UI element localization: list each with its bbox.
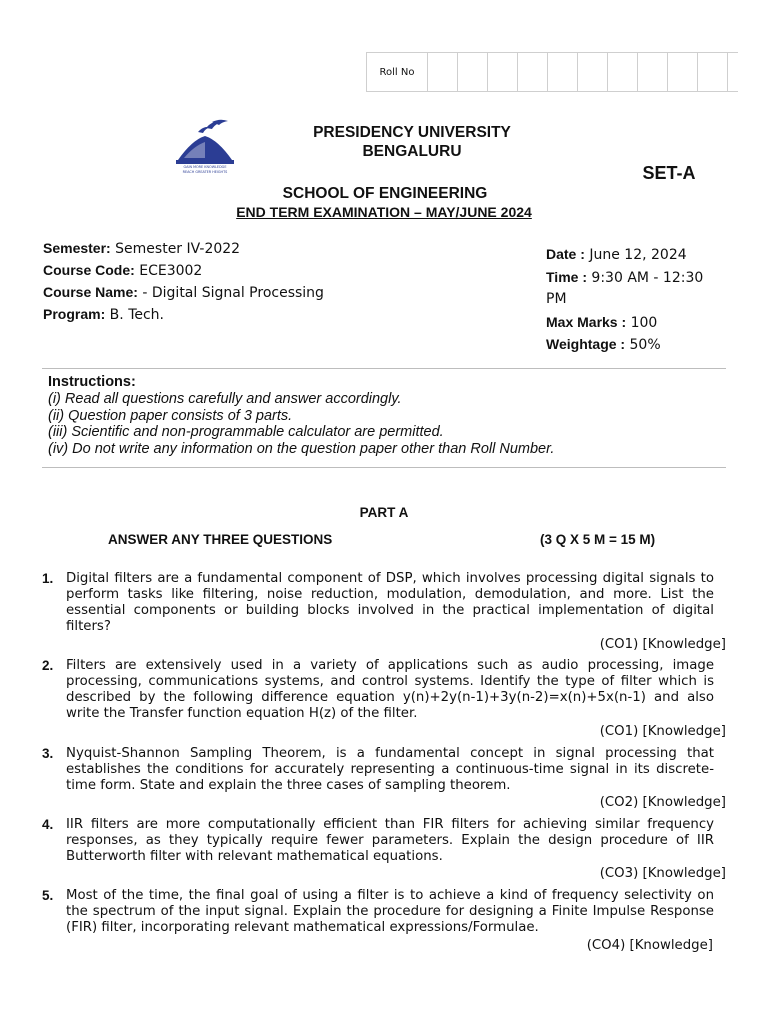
max-marks-line: Max Marks : 100 bbox=[546, 314, 658, 331]
instruction-item: (iii) Scientific and non-programmable calculator are permitted. bbox=[48, 424, 444, 441]
question-text: Digital filters are a fundamental component of DSP, which involves processing digital signals to perform tasks like filtering, noise reduction, modulation, demodulation, and more. List the essential components or building blocks involved in the practical implementation of digital filters? bbox=[66, 571, 714, 634]
question-4 bbox=[42, 817, 714, 865]
question-co: (CO3) [Knowledge] bbox=[599, 866, 726, 881]
time-line-continued: PM bbox=[546, 291, 567, 307]
date-line: Date : June 12, 2024 bbox=[546, 246, 687, 263]
university-city: BENGALURU bbox=[362, 143, 462, 160]
divider bbox=[42, 467, 726, 468]
question-number: 1. bbox=[42, 571, 54, 586]
question-co: (CO2) [Knowledge] bbox=[599, 795, 726, 810]
time-line: Time : 9:30 AM - 12:30 bbox=[546, 269, 704, 286]
question-co: (CO1) [Knowledge] bbox=[599, 637, 726, 652]
weightage-line: Weightage : 50% bbox=[546, 336, 661, 353]
school-name: SCHOOL OF ENGINEERING bbox=[282, 185, 488, 202]
question-5 bbox=[42, 888, 714, 936]
question-number: 5. bbox=[42, 888, 54, 903]
semester-line: Semester: Semester IV-2022 bbox=[43, 240, 241, 257]
instruction-item: (ii) Question paper consists of 3 parts. bbox=[48, 407, 293, 424]
roll-number-cell bbox=[577, 53, 607, 91]
exam-title: END TERM EXAMINATION – MAY/JUNE 2024 bbox=[236, 204, 532, 220]
question-number: 4. bbox=[42, 817, 54, 832]
roll-number-cell bbox=[697, 53, 727, 91]
divider bbox=[42, 368, 726, 369]
university-logo bbox=[172, 118, 238, 174]
course-name-line: Course Name: - Digital Signal Processing bbox=[43, 284, 324, 301]
question-number: 3. bbox=[42, 746, 54, 761]
part-title: PART A bbox=[359, 505, 409, 520]
instructions-title: Instructions: bbox=[48, 374, 136, 390]
question-set: SET-A bbox=[642, 163, 696, 183]
svg-text:GAIN MORE KNOWLEDGE: GAIN MORE KNOWLEDGE bbox=[183, 165, 227, 169]
roll-number-cell bbox=[427, 53, 457, 91]
roll-number-cell bbox=[607, 53, 637, 91]
part-marks: (3 Q X 5 M = 15 M) bbox=[540, 532, 656, 547]
question-1 bbox=[42, 571, 714, 635]
roll-number-cell bbox=[487, 53, 517, 91]
course-code-line: Course Code: ECE3002 bbox=[43, 262, 203, 279]
university-name: PRESIDENCY UNIVERSITY bbox=[313, 124, 511, 141]
question-text: Nyquist-Shannon Sampling Theorem, is a fundamental concept in signal processing that establishes the conditions for accurately representing a continuous-time signal in its discrete-time form. State and explain the three cases of sampling theorem. bbox=[66, 746, 714, 793]
exam-details bbox=[546, 244, 736, 356]
question-3 bbox=[42, 746, 714, 794]
instructions bbox=[48, 374, 554, 458]
roll-number-label: Roll No bbox=[366, 53, 427, 91]
program-line: Program: B. Tech. bbox=[43, 306, 164, 323]
question-2 bbox=[42, 658, 714, 722]
question-number: 2. bbox=[42, 658, 54, 673]
university-logo-icon bbox=[172, 118, 238, 174]
roll-number-cell bbox=[547, 53, 577, 91]
course-details bbox=[43, 238, 324, 326]
instruction-item: (i) Read all questions carefully and answer accordingly. bbox=[48, 390, 402, 407]
roll-number-cell bbox=[667, 53, 697, 91]
roll-number-cell bbox=[637, 53, 667, 91]
roll-number-cell bbox=[727, 53, 738, 91]
part-instruction: ANSWER ANY THREE QUESTIONS bbox=[108, 532, 333, 547]
question-text: IIR filters are more computationally efficient than FIR filters for achieving similar frequency responses, as they typically require fewer parameters. Explain the design procedure of IIR Butterworth filter with relevant mathematical equations. bbox=[66, 817, 714, 864]
question-text: Most of the time, the final goal of using a filter is to achieve a kind of frequency selectivity on the spectrum of the input signal. Explain the procedure for designing a Finite Impulse Response (FIR) filter, incorporating relevant mathematical expressions/Formulae. bbox=[66, 888, 714, 935]
roll-number-box bbox=[366, 52, 738, 92]
instruction-item: (iv) Do not write any information on the question paper other than Roll Number. bbox=[48, 441, 555, 458]
roll-number-cell bbox=[457, 53, 487, 91]
question-co: (CO4) [Knowledge] bbox=[586, 938, 713, 953]
question-co: (CO1) [Knowledge] bbox=[599, 724, 726, 739]
question-text: Filters are extensively used in a variety of applications such as audio processing, image processing, communications systems, and control systems. Identify the type of filter which is described by the following difference equation y(n)+2y(n-1)+3y(n-2)=x(n)+5x(n-1) and also write the Transfer function equation H(z) of the filter. bbox=[66, 658, 714, 721]
svg-text:REACH GREATER HEIGHTS: REACH GREATER HEIGHTS bbox=[182, 170, 228, 174]
roll-number-cell bbox=[517, 53, 547, 91]
